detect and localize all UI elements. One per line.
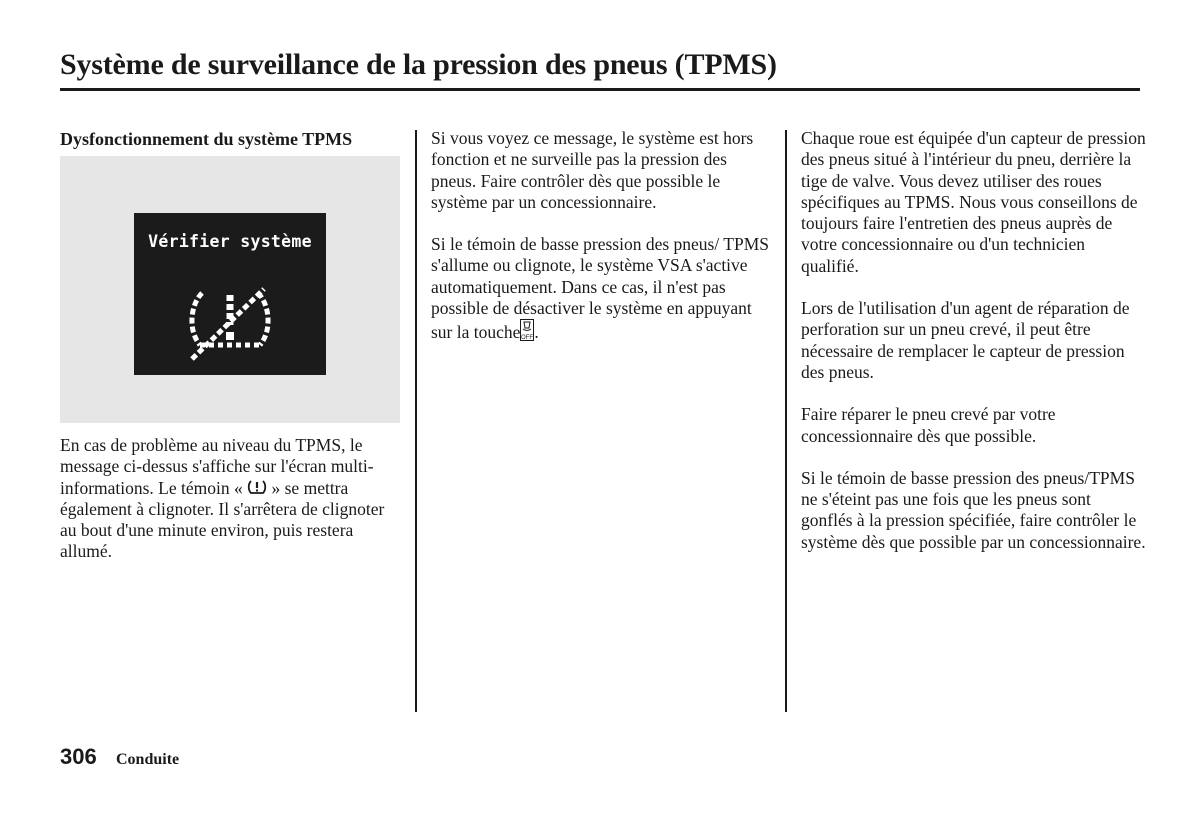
column-divider xyxy=(415,130,417,712)
column-middle xyxy=(431,128,776,365)
title-rule xyxy=(60,88,1140,91)
page-number: 306 xyxy=(60,744,97,769)
body-paragraph: Faire réparer le pneu crevé par votre concessionnaire dès que possible. xyxy=(801,404,1056,446)
vsa-off-icon xyxy=(520,319,534,341)
body-paragraph: Lors de l'utilisation d'un agent de réparation de perforation sur un pneu crevé, il peut être nécessaire de remplacer le capteur de pression des pneus. xyxy=(801,298,1130,382)
display-figure xyxy=(60,156,400,423)
body-paragraph: Si le témoin de basse pression des pneus/ TPMS s'allume ou clignote, le système VSA s'active automatiquement. Dans ce cas, il n'est pas possible de désactiver le système en appuyant sur la touche OFF . xyxy=(431,234,769,343)
column-divider xyxy=(785,130,787,712)
page-title: Système de surveillance de la pression des pneus (TPMS) xyxy=(60,48,777,81)
section-subheading: Dysfonctionnement du système TPMS xyxy=(60,129,353,149)
tpms-warning-crossed-icon xyxy=(184,285,276,361)
body-paragraph: Si le témoin de basse pression des pneus/TPMS ne s'éteint pas une fois que les pneus sont gonflés à la pression spécifiée, faire contrôler le système dès que possible par un concessionnaire. xyxy=(801,467,1146,552)
body-paragraph: Si vous voyez ce message, le système est hors fonction et ne surveille pas la pression des pneus. Faire contrôler dès que possible le système par un concessionnaire. xyxy=(431,128,754,212)
vsa-off-label: OFF xyxy=(521,335,534,342)
body-paragraph: Chaque roue est équipée d'un capteur de pression des pneus situé à l'intérieur du pneu, derrière la tige de valve. Vous devez utiliser des roues spécifiques au TPMS. Nous vous conseillons de toujours faire l'entretien des pneus auprès de votre concessionnaire ou d'un technicien qualifié. xyxy=(801,128,1146,276)
column-right xyxy=(801,128,1146,574)
section-name: Conduite xyxy=(116,751,180,768)
multi-info-display xyxy=(134,213,326,375)
body-paragraph: En cas de problème au niveau du TPMS, le message ci-dessus s'affiche sur l'écran multi-informations. Le témoin « » se mettra également à clignoter. Il s'arrêtera de clignoter au bout d'une minute environ, puis restera allumé. xyxy=(60,435,385,562)
tpms-warning-icon xyxy=(247,479,267,497)
column-left xyxy=(60,128,405,584)
display-message: Vérifier système xyxy=(148,232,312,251)
